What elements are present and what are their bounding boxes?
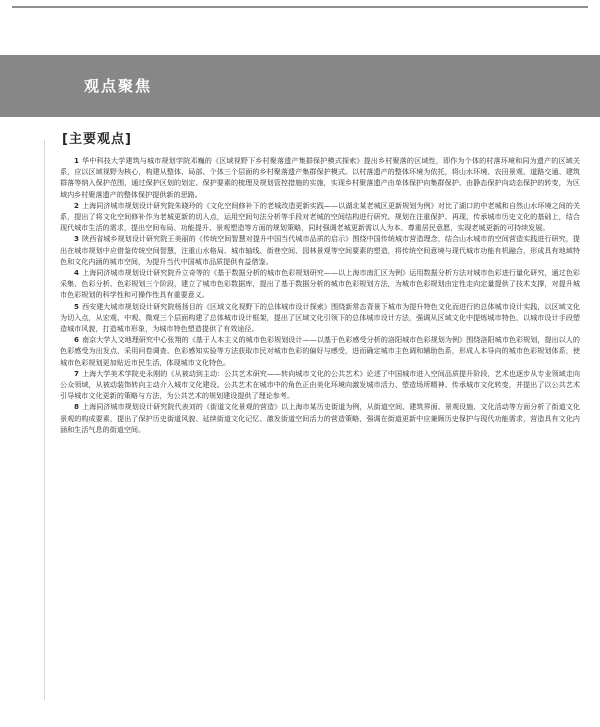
point-paragraph xyxy=(60,233,580,267)
point-paragraph xyxy=(60,267,580,301)
point-number: 5 xyxy=(74,301,79,311)
page-top-border xyxy=(0,0,600,10)
point-number: 1 xyxy=(74,156,79,165)
point-paragraph xyxy=(60,334,580,368)
point-text: 西安建大城市规划设计研究院杨扬目的《区域文化视野下的总体城市设计探索》围绕新常态背景下城市为提升特色文化而进行的总体城市设计实践，以区域文化为切入点，从宏观、中观、微观三个层面构建了总体城市设计框架，提出了区域文化引领下的总体城市设计方法，强调从区域文化中提炼城市特色，以城市设计手段塑造城市风貌，打造城市形象，为城市特色塑造提供了有效途径。 xyxy=(60,301,580,334)
point-number: 6 xyxy=(74,335,79,345)
point-paragraph xyxy=(60,155,580,200)
main-points-heading: [主要观点] xyxy=(62,132,132,147)
point-text: 南京大学人文地理研究中心张翔的《基于人本主义的城市色彩规划设计——以基于色彩感受分析的洛阳城市色彩规划为例》围绕洛阳城市色彩规划，提出以人的色彩感受为出发点，采用问卷调查、色彩感知实验等方法获取市民对城市色彩的偏好与感受，进而确定城市主色调和辅助色系，形成人本导向的城市色彩规划体系，使城市色彩规划更加贴近市民生活，体现城市文化特色。 xyxy=(60,335,580,367)
point-paragraph xyxy=(60,200,580,234)
section-banner xyxy=(0,55,600,117)
point-text: 上海同济城市规划设计研究院乔立奇等的《基于数据分析的城市色彩规划研究——以上海市南汇区为例》运用数据分析方法对城市色彩进行量化研究，通过色彩采集、色彩分析、色彩规划三个阶段，建立了城市色彩数据库，提出了基于数据分析的城市色彩规划方法，为城市色彩规划由定性走向定量提供了技术支撑，对提升城市色彩规划的科学性和可操作性具有重要意义。 xyxy=(60,268,580,300)
point-number: 3 xyxy=(74,234,79,244)
article-body xyxy=(60,128,580,435)
point-number: 2 xyxy=(74,200,79,210)
point-paragraph xyxy=(60,368,580,402)
point-paragraph xyxy=(60,401,580,435)
margin-rule xyxy=(44,140,45,700)
section-title: 观点聚焦 xyxy=(84,77,153,95)
points-list xyxy=(60,155,580,435)
point-paragraph xyxy=(60,301,580,335)
top-rule xyxy=(12,6,588,8)
point-text: 陕西省城乡规划设计研究院王美丽的《传统空间智慧对提升中国当代城市品质的启示》围绕中国传统城市营造理念，结合山水城市的空间营造实践进行研究，提出在城市规划中应借鉴传统空间智慧，注重山水格局、城市轴线、街巷空间、园林景观等空间要素的塑造，将传统空间意境与现代城市功能有机融合，形成具有地域特色和文化内涵的城市空间，为提升当代中国城市品质提供有益借鉴。 xyxy=(60,234,580,266)
point-text: 上海同济城市规划设计研究院朱晓玲的《文化空间修补下的老城改造更新实践——以湖北某老城区更新规划为例》对比了湖口的中老城和自然山水环境之间的关系，提出了将文化空间修补作为老城更新的切入点，运用空间句法分析等手段对老城的空间结构进行研究。规划在注重保护、再现、传承城市历史文化的基础上，结合现代城市生活的需求，提出空间布局、功能提升、景观塑造等方面的规划策略，同时强调老城更新需以人为本、尊重居民意愿，实现老城更新的可持续发展。 xyxy=(60,200,580,233)
point-number: 4 xyxy=(74,268,79,278)
point-text: 上海大学美术学院史永刚的《从被动到主动：公共艺术研究——转向城市文化的公共艺术》论述了中国城市进入空间品质提升阶段，艺术也逐步从专业领域走向公众领域，从被动装饰转向主动介入城市文化建设。公共艺术在城市中的角色正由美化环境向激发城市活力、塑造场所精神、传承城市文化转变，并提出了以公共艺术引导城市文化更新的策略与方法，为公共艺术的规划建设提供了理论参考。 xyxy=(60,368,580,401)
point-text: 上海同济城市规划设计研究院代表刘的《街道文化景观的营造》以上海市某历史街道为例，从街道空间、建筑界面、景观设施、文化活动等方面分析了街道文化景观的构成要素，提出了保护历史街道风貌、延续街道文化记忆、激发街道空间活力的营造策略，强调在街道更新中应兼顾历史保护与现代功能需求，营造具有文化内涵和生活气息的街道空间。 xyxy=(60,402,580,434)
point-number: 8 xyxy=(74,402,79,412)
point-text: 华中科技大学建筑与城市规划学院邓巍的《区域视野下乡村聚落遗产集群保护模式探索》提出乡村聚落的区域性，即作为个体的村落环境和同为遗产的区域关系，应以区域视野为核心，构建从整体、局部、个体三个层面的乡村聚落遗产集群保护模式。以村落遗产的整体环境为依托，将山水环境、农田景观、道路交通、建筑群落等纳入保护范围，通过保护区划的划定、保护要素的梳理及规划管控措施的实施，实现乡村聚落遗产由单体保护向集群保护、由静态保护向动态保护的转变，为区域内乡村聚落遗产的整体保护提供新的思路。 xyxy=(60,156,580,199)
point-number: 7 xyxy=(74,368,79,378)
